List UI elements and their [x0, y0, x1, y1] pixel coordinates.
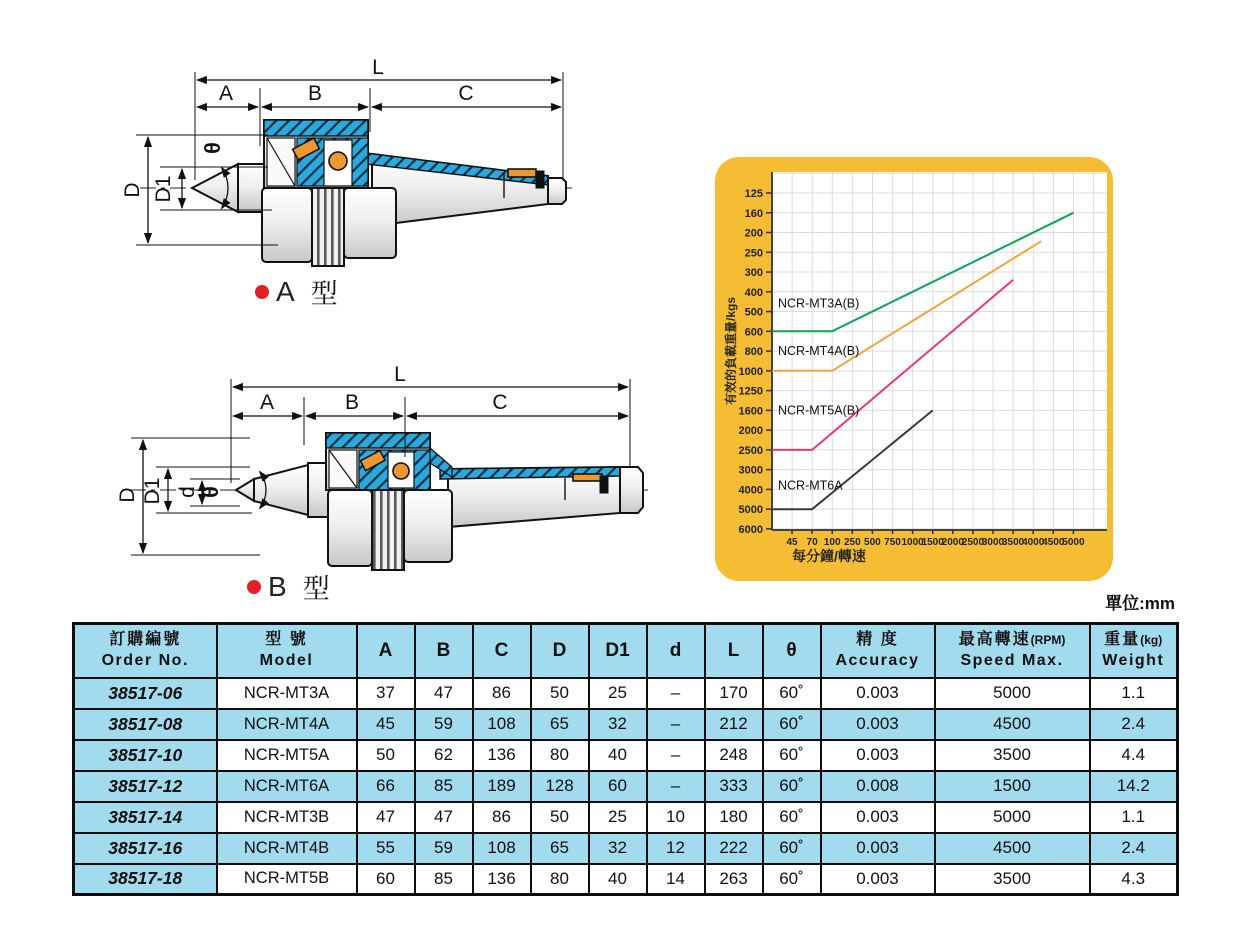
y-tick-label: 2000 — [738, 425, 763, 438]
cell-dim-d: 50 — [531, 678, 589, 709]
type-a-word: 型 — [310, 279, 338, 309]
col-header-model: 型 號 Model — [217, 624, 357, 678]
cell-dim-d-small: – — [647, 678, 705, 709]
cell-speed-max: 4500 — [935, 833, 1090, 864]
cell-accuracy: 0.003 — [821, 709, 935, 740]
col-header-speed-max: 最高轉速(RPM) Speed Max. — [935, 624, 1090, 678]
cell-dim-d-small: – — [647, 709, 705, 740]
col-header-A: A — [357, 624, 415, 678]
cell-dim-d1: 60 — [589, 771, 647, 802]
label-theta: θ — [200, 142, 225, 154]
cell-dim-l: 333 — [705, 771, 763, 802]
label-B: B — [307, 82, 323, 105]
label-L: L — [394, 363, 406, 386]
cell-dim-d1: 25 — [589, 678, 647, 709]
x-tick-label: 100 — [823, 537, 841, 548]
x-tick-label: 1500 — [921, 537, 944, 548]
cell-dim-b: 47 — [415, 678, 473, 709]
y-tick-label: 125 — [744, 188, 763, 200]
cell-dim-d: 50 — [531, 802, 589, 833]
cell-speed-max: 5000 — [935, 802, 1090, 833]
y-tick-label: 6000 — [738, 523, 763, 536]
cell-model: NCR-MT6A — [217, 771, 357, 802]
cell-dim-d-small: 12 — [647, 833, 705, 864]
label-A: A — [259, 391, 275, 414]
cell-order-no: 38517-10 — [74, 740, 217, 771]
col-header-D: D — [531, 624, 589, 678]
y-tick-label: 3000 — [738, 464, 763, 477]
knurl-ring — [372, 490, 404, 570]
col-header-C: C — [473, 624, 531, 678]
cell-dim-c: 136 — [473, 864, 531, 895]
y-tick-label: 1250 — [738, 385, 763, 398]
cell-dim-d: 65 — [531, 833, 589, 864]
type-b-word: 型 — [302, 574, 330, 604]
cell-theta: 60˚ — [763, 802, 821, 833]
cell-dim-d1: 32 — [589, 833, 647, 864]
col-header-theta: θ — [763, 624, 821, 678]
table-row — [74, 802, 1178, 833]
cell-dim-d1: 32 — [589, 709, 647, 740]
cell-order-no: 38517-16 — [74, 833, 217, 864]
cell-dim-d: 80 — [531, 864, 589, 895]
series-label: NCR-MT4A(B) — [778, 344, 860, 359]
cell-dim-l: 212 — [705, 709, 763, 740]
col-header-order-no: 訂購編號 Order No. — [74, 624, 217, 678]
type-b-drawing — [100, 345, 660, 595]
x-axis-title: 每分鐘/轉速 — [792, 548, 866, 564]
x-tick-label: 250 — [843, 537, 861, 548]
x-tick-label: 1000 — [901, 537, 924, 548]
series-label: NCR-MT5A(B) — [778, 403, 860, 418]
series-label: NCR-MT6A — [778, 478, 843, 493]
cell-dim-c: 189 — [473, 771, 531, 802]
cell-speed-max: 3500 — [935, 740, 1090, 771]
cell-order-no: 38517-18 — [74, 864, 217, 895]
cell-dim-l: 248 — [705, 740, 763, 771]
housing-hatch-cap — [264, 120, 368, 136]
type-a-caption — [255, 272, 338, 311]
cell-dim-d-small: 10 — [647, 802, 705, 833]
cell-model: NCR-MT3B — [217, 802, 357, 833]
cell-dim-a: 45 — [357, 709, 415, 740]
cell-speed-max: 1500 — [935, 771, 1090, 802]
table-row — [74, 833, 1178, 864]
cell-theta: 60˚ — [763, 864, 821, 895]
label-L: L — [372, 56, 384, 79]
cell-dim-c: 108 — [473, 833, 531, 864]
cell-theta: 60˚ — [763, 740, 821, 771]
cell-order-no: 38517-06 — [74, 678, 217, 709]
unit-label: 單位:mm — [1105, 594, 1175, 613]
cell-dim-d-small: – — [647, 771, 705, 802]
header-row — [74, 624, 1178, 678]
cell-theta: 60˚ — [763, 771, 821, 802]
x-tick-label: 2000 — [941, 537, 964, 548]
cell-dim-a: 66 — [357, 771, 415, 802]
cell-weight: 1.1 — [1090, 802, 1178, 833]
x-tick-label: 4500 — [1042, 537, 1065, 548]
table-row — [74, 740, 1178, 771]
cell-order-no: 38517-14 — [74, 802, 217, 833]
type-b-caption — [247, 567, 330, 606]
y-tick-label: 300 — [744, 267, 763, 280]
y-tick-label: 200 — [744, 227, 763, 240]
load-speed-chart-frame — [715, 157, 1113, 581]
col-header-d: d — [647, 624, 705, 678]
label-B: B — [344, 391, 360, 414]
label-D: D — [121, 182, 144, 198]
y-tick-label: 4000 — [738, 484, 763, 497]
y-tick-label: 250 — [744, 247, 763, 260]
label-C: C — [492, 391, 508, 414]
label-A: A — [218, 82, 234, 105]
cell-model: NCR-MT5B — [217, 864, 357, 895]
front-collar — [328, 490, 372, 566]
tip-cone — [254, 465, 308, 515]
col-header-D1: D1 — [589, 624, 647, 678]
col-header-B: B — [415, 624, 473, 678]
label-D1: D1 — [141, 477, 164, 505]
cell-dim-l: 180 — [705, 802, 763, 833]
cell-dim-b: 59 — [415, 833, 473, 864]
shank-key-black — [536, 171, 544, 188]
cell-accuracy: 0.003 — [821, 678, 935, 709]
rear-collar — [344, 188, 396, 258]
shank-key-orange — [573, 474, 602, 481]
housing-hatch-cap — [326, 433, 430, 448]
cell-dim-b: 85 — [415, 771, 473, 802]
cell-accuracy: 0.003 — [821, 802, 935, 833]
cell-dim-d-small: – — [647, 740, 705, 771]
cell-accuracy: 0.003 — [821, 740, 935, 771]
cell-dim-c: 136 — [473, 740, 531, 771]
table-row — [74, 709, 1178, 740]
y-tick-label: 800 — [744, 346, 763, 359]
cell-dim-d: 80 — [531, 740, 589, 771]
cell-dim-l: 263 — [705, 864, 763, 895]
cell-dim-c: 86 — [473, 678, 531, 709]
cell-accuracy: 0.008 — [821, 771, 935, 802]
cell-dim-d1: 40 — [589, 740, 647, 771]
cell-speed-max: 5000 — [935, 678, 1090, 709]
cell-dim-b: 59 — [415, 709, 473, 740]
cell-dim-a: 47 — [357, 802, 415, 833]
ball-orange — [393, 463, 409, 479]
cell-order-no: 38517-12 — [74, 771, 217, 802]
x-tick-label: 3500 — [1001, 537, 1025, 548]
type-a-letter: A — [276, 275, 295, 307]
cell-dim-d: 128 — [531, 771, 589, 802]
shank-key-black — [600, 476, 608, 493]
cell-model: NCR-MT5A — [217, 740, 357, 771]
label-d: d — [176, 486, 199, 498]
cell-dim-d1: 40 — [589, 864, 647, 895]
table-row — [74, 771, 1178, 802]
type-a-bullet-icon — [255, 285, 269, 299]
col-header-accuracy: 精 度 Accuracy — [821, 624, 935, 678]
y-axis-title: 有效的負載重量/kgs — [724, 296, 738, 406]
cell-weight: 1.1 — [1090, 678, 1178, 709]
cell-dim-d1: 25 — [589, 802, 647, 833]
label-theta: θ — [198, 486, 223, 498]
rear-collar — [404, 490, 452, 562]
cell-dim-a: 37 — [357, 678, 415, 709]
cell-dim-l: 170 — [705, 678, 763, 709]
col-header-weight: 重量(kg) Weight — [1090, 624, 1178, 678]
cell-theta: 60˚ — [763, 833, 821, 864]
y-tick-label: 160 — [744, 207, 763, 220]
cell-dim-b: 47 — [415, 802, 473, 833]
cell-weight: 4.3 — [1090, 864, 1178, 895]
cell-accuracy: 0.003 — [821, 833, 935, 864]
type-b-letter: B — [268, 570, 287, 602]
type-a-drawing — [100, 28, 640, 298]
cell-model: NCR-MT3A — [217, 678, 357, 709]
cell-speed-max: 3500 — [935, 864, 1090, 895]
type-b-bullet-icon — [247, 580, 261, 594]
x-tick-label: 4000 — [1022, 537, 1045, 548]
shank-end-tang — [620, 467, 643, 513]
y-tick-label: 1000 — [738, 365, 763, 378]
cell-dim-d-small: 14 — [647, 864, 705, 895]
col-header-L: L — [705, 624, 763, 678]
front-collar — [262, 188, 312, 262]
x-tick-label: 750 — [884, 537, 901, 548]
cell-order-no: 38517-08 — [74, 709, 217, 740]
type-a-body — [192, 120, 566, 266]
cell-dim-b: 62 — [415, 740, 473, 771]
cell-dim-c: 86 — [473, 802, 531, 833]
x-tick-label: 500 — [864, 537, 881, 548]
cell-weight: 2.4 — [1090, 833, 1178, 864]
shank-key-orange — [508, 169, 536, 177]
cell-dim-a: 55 — [357, 833, 415, 864]
cell-weight: 14.2 — [1090, 771, 1178, 802]
y-tick-label: 500 — [744, 306, 763, 319]
x-tick-label: 2500 — [961, 537, 985, 548]
series-label: NCR-MT3A(B) — [778, 296, 860, 311]
cone-point — [192, 164, 238, 212]
cell-dim-d: 65 — [531, 709, 589, 740]
x-tick-label: 5000 — [1062, 537, 1085, 548]
cell-weight: 4.4 — [1090, 740, 1178, 771]
cell-model: NCR-MT4B — [217, 833, 357, 864]
cell-model: NCR-MT4A — [217, 709, 357, 740]
cell-dim-l: 222 — [705, 833, 763, 864]
cell-weight: 2.4 — [1090, 709, 1178, 740]
y-tick-label: 2500 — [738, 444, 763, 457]
x-tick-label: 70 — [806, 537, 818, 548]
cell-theta: 60˚ — [763, 709, 821, 740]
type-b-body — [236, 433, 643, 570]
y-tick-label: 600 — [744, 326, 763, 339]
table-row — [74, 864, 1178, 895]
label-D: D — [116, 487, 139, 503]
knurl-ring — [312, 188, 344, 266]
x-tick-label: 45 — [786, 537, 798, 548]
y-tick-label: 1600 — [738, 405, 763, 418]
cell-theta: 60˚ — [763, 678, 821, 709]
cell-accuracy: 0.003 — [821, 864, 935, 895]
cell-dim-a: 50 — [357, 740, 415, 771]
table-row — [74, 678, 1178, 709]
cell-dim-a: 60 — [357, 864, 415, 895]
cell-dim-c: 108 — [473, 709, 531, 740]
shank-end-tang — [548, 178, 566, 204]
y-tick-label: 5000 — [738, 504, 763, 517]
load-speed-chart — [715, 157, 1113, 581]
cell-dim-b: 85 — [415, 864, 473, 895]
cell-speed-max: 4500 — [935, 709, 1090, 740]
label-C: C — [458, 82, 474, 105]
x-tick-label: 3000 — [981, 537, 1005, 548]
spec-table — [72, 622, 1179, 896]
y-tick-label: 400 — [744, 286, 763, 299]
tip-point — [236, 479, 254, 501]
ball-orange — [329, 152, 347, 170]
label-D1: D1 — [152, 175, 175, 203]
